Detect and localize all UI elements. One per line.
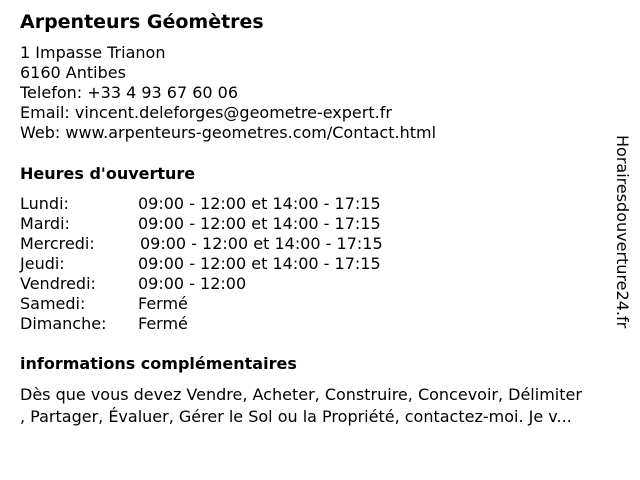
business-name: Arpenteurs Géomètres bbox=[20, 11, 264, 33]
day-label: Lundi: bbox=[20, 194, 69, 213]
address-street: 1 Impasse Trianon bbox=[20, 43, 166, 62]
contact-block bbox=[20, 43, 436, 143]
info-description bbox=[20, 384, 630, 428]
email-line: Email: vincent.deleforges@geometre-expert.fr bbox=[20, 103, 392, 122]
day-label: Jeudi: bbox=[20, 254, 65, 273]
day-hours: Fermé bbox=[138, 314, 188, 333]
day-label: Samedi: bbox=[20, 294, 86, 313]
info-line: Dès que vous devez Vendre, Acheter, Construire, Concevoir, Délimiter bbox=[20, 385, 582, 404]
day-label: Mardi: bbox=[20, 214, 70, 233]
info-heading: informations complémentaires bbox=[20, 354, 297, 373]
website-line: Web: www.arpenteurs-geometres.com/Contact.html bbox=[20, 123, 437, 142]
day-hours: Fermé bbox=[138, 294, 188, 313]
day-hours: 09:00 - 12:00 et 14:00 - 17:15 bbox=[138, 214, 381, 233]
day-hours: 09:00 - 12:00 et 14:00 - 17:15 bbox=[140, 234, 383, 253]
day-hours: 09:00 - 12:00 et 14:00 - 17:15 bbox=[138, 254, 381, 273]
day-label: Vendredi: bbox=[20, 274, 96, 293]
address-city: 6160 Antibes bbox=[20, 63, 126, 82]
site-watermark: Horairesdouverture24.fr bbox=[613, 135, 632, 329]
info-line: , Partager, Évaluer, Gérer le Sol ou la Propriété, contactez-moi. Je v... bbox=[20, 407, 572, 426]
day-hours: 09:00 - 12:00 bbox=[138, 274, 247, 293]
day-label: Mercredi: bbox=[20, 234, 95, 253]
phone-line: Telefon: +33 4 93 67 60 06 bbox=[20, 83, 239, 102]
day-hours: 09:00 - 12:00 et 14:00 - 17:15 bbox=[138, 194, 381, 213]
day-label: Dimanche: bbox=[20, 314, 107, 333]
hours-heading: Heures d'ouverture bbox=[20, 164, 196, 183]
